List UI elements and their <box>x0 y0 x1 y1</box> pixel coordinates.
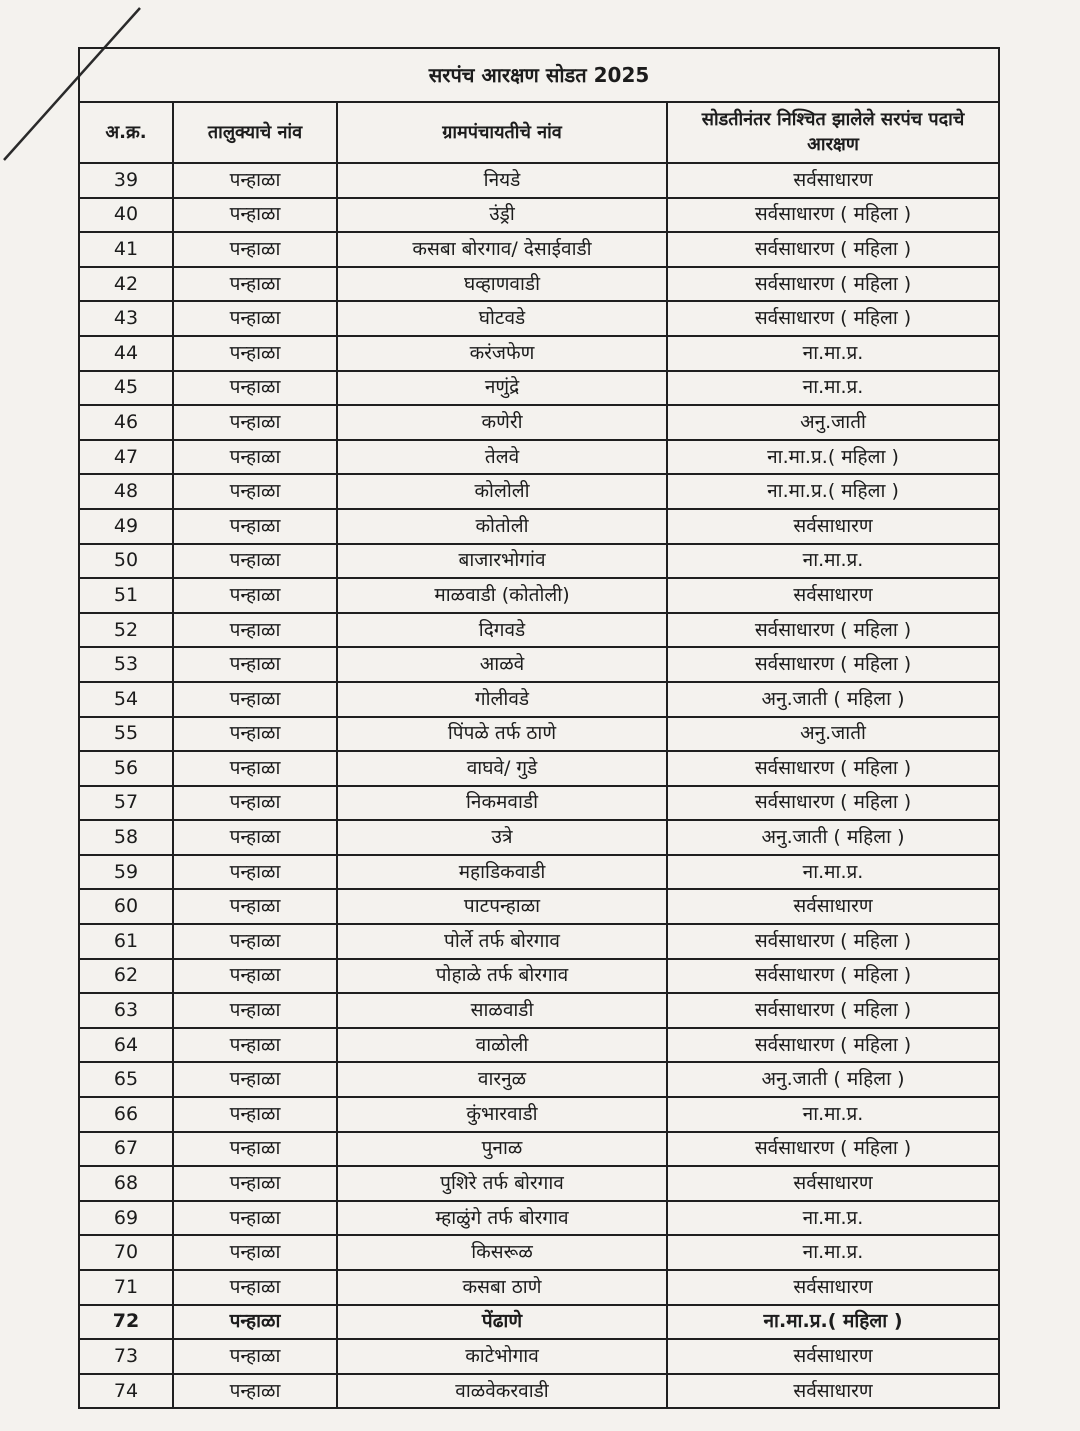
serial-no-cell: 45 <box>79 371 173 406</box>
taluka-cell: पन्हाळा <box>173 1339 337 1374</box>
taluka-cell: पन्हाळा <box>173 1166 337 1201</box>
table-row <box>79 1028 999 1063</box>
table-row <box>79 786 999 821</box>
gram-panchayat-cell: पुशिरे तर्फ बोरगाव <box>337 1166 667 1201</box>
serial-no-cell: 56 <box>79 751 173 786</box>
taluka-cell: पन्हाळा <box>173 405 337 440</box>
reservation-cell: ना.मा.प्र.( महिला ) <box>667 474 999 509</box>
header-taluka: तालुक्याचे नांव <box>173 102 337 163</box>
gram-panchayat-cell: महाडिकवाडी <box>337 855 667 890</box>
serial-no-cell: 41 <box>79 232 173 267</box>
taluka-cell: पन्हाळा <box>173 198 337 233</box>
gram-panchayat-cell: घोटवडे <box>337 301 667 336</box>
gram-panchayat-cell: वाळवेकरवाडी <box>337 1374 667 1409</box>
table-row <box>79 1097 999 1132</box>
gram-panchayat-cell: नियडे <box>337 163 667 198</box>
taluka-cell: पन्हाळा <box>173 613 337 648</box>
table-row <box>79 820 999 855</box>
table-row <box>79 924 999 959</box>
reservation-cell: सर्वसाधारण <box>667 1339 999 1374</box>
serial-no-cell: 54 <box>79 682 173 717</box>
reservation-cell: सर्वसाधारण <box>667 163 999 198</box>
table-row <box>79 578 999 613</box>
reservation-cell: सर्वसाधारण <box>667 578 999 613</box>
table-row <box>79 163 999 198</box>
table-row <box>79 613 999 648</box>
reservation-cell: सर्वसाधारण ( महिला ) <box>667 786 999 821</box>
gram-panchayat-cell: काटेभोगाव <box>337 1339 667 1374</box>
reservation-cell: सर्वसाधारण <box>667 509 999 544</box>
table-row <box>79 1201 999 1236</box>
reservation-cell: ना.मा.प्र. <box>667 1235 999 1270</box>
reservation-cell: ना.मा.प्र.( महिला ) <box>667 440 999 475</box>
taluka-cell: पन्हाळा <box>173 578 337 613</box>
gram-panchayat-cell: कुंभारवाडी <box>337 1097 667 1132</box>
table-row <box>79 198 999 233</box>
gram-panchayat-cell: पिंपळे तर्फ ठाणे <box>337 717 667 752</box>
gram-panchayat-cell: नणुंद्रे <box>337 371 667 406</box>
table-row <box>79 509 999 544</box>
taluka-cell: पन्हाळा <box>173 1028 337 1063</box>
taluka-cell: पन्हाळा <box>173 301 337 336</box>
reservation-cell: ना.मा.प्र. <box>667 544 999 579</box>
reservation-cell: अनु.जाती ( महिला ) <box>667 682 999 717</box>
reservation-cell: सर्वसाधारण ( महिला ) <box>667 613 999 648</box>
reservation-cell: सर्वसाधारण <box>667 1166 999 1201</box>
taluka-cell: पन्हाळा <box>173 1201 337 1236</box>
taluka-cell: पन्हाळा <box>173 509 337 544</box>
gram-panchayat-cell: दिगवडे <box>337 613 667 648</box>
taluka-cell: पन्हाळा <box>173 751 337 786</box>
reservation-cell: सर्वसाधारण ( महिला ) <box>667 1028 999 1063</box>
gram-panchayat-cell: कोतोली <box>337 509 667 544</box>
reservation-cell: ना.मा.प्र. <box>667 1097 999 1132</box>
table-row <box>79 751 999 786</box>
serial-no-cell: 71 <box>79 1270 173 1305</box>
serial-no-cell: 69 <box>79 1201 173 1236</box>
gram-panchayat-cell: पोर्ले तर्फ बोरगाव <box>337 924 667 959</box>
taluka-cell: पन्हाळा <box>173 959 337 994</box>
taluka-cell: पन्हाळा <box>173 855 337 890</box>
gram-panchayat-cell: उंड्री <box>337 198 667 233</box>
header-serial-no: अ.क्र. <box>79 102 173 163</box>
serial-no-cell: 42 <box>79 267 173 302</box>
table-row <box>79 232 999 267</box>
reservation-cell: अनु.जाती ( महिला ) <box>667 820 999 855</box>
table-row <box>79 682 999 717</box>
gram-panchayat-cell: गोलीवडे <box>337 682 667 717</box>
reservation-cell: सर्वसाधारण <box>667 1374 999 1409</box>
taluka-cell: पन्हाळा <box>173 336 337 371</box>
reservation-cell: सर्वसाधारण ( महिला ) <box>667 924 999 959</box>
gram-panchayat-cell: म्हाळुंगे तर्फ बोरगाव <box>337 1201 667 1236</box>
serial-no-cell: 39 <box>79 163 173 198</box>
serial-no-cell: 49 <box>79 509 173 544</box>
serial-no-cell: 43 <box>79 301 173 336</box>
taluka-cell: पन्हाळा <box>173 163 337 198</box>
serial-no-cell: 40 <box>79 198 173 233</box>
serial-no-cell: 59 <box>79 855 173 890</box>
serial-no-cell: 63 <box>79 993 173 1028</box>
reservation-sheet <box>78 47 998 1409</box>
table-row <box>79 1166 999 1201</box>
reservation-cell: अनु.जाती ( महिला ) <box>667 1062 999 1097</box>
reservation-cell: ना.मा.प्र. <box>667 371 999 406</box>
header-reservation: सोडतीनंतर निश्चित झालेले सरपंच पदाचे आरक्षण <box>667 102 999 163</box>
table-row <box>79 993 999 1028</box>
gram-panchayat-cell: पुनाळ <box>337 1132 667 1167</box>
reservation-cell: सर्वसाधारण ( महिला ) <box>667 232 999 267</box>
taluka-cell: पन्हाळा <box>173 267 337 302</box>
serial-no-cell: 52 <box>79 613 173 648</box>
taluka-cell: पन्हाळा <box>173 1235 337 1270</box>
serial-no-cell: 68 <box>79 1166 173 1201</box>
gram-panchayat-cell: माळवाडी (कोतोली) <box>337 578 667 613</box>
reservation-cell: सर्वसाधारण ( महिला ) <box>667 301 999 336</box>
taluka-cell: पन्हाळा <box>173 889 337 924</box>
gram-panchayat-cell: वाघवे/ गुडे <box>337 751 667 786</box>
gram-panchayat-cell: आळवे <box>337 647 667 682</box>
taluka-cell: पन्हाळा <box>173 544 337 579</box>
gram-panchayat-cell: कसबा बोरगाव/ देसाईवाडी <box>337 232 667 267</box>
serial-no-cell: 51 <box>79 578 173 613</box>
gram-panchayat-cell: निकमवाडी <box>337 786 667 821</box>
table-row <box>79 1132 999 1167</box>
taluka-cell: पन्हाळा <box>173 1305 337 1340</box>
serial-no-cell: 61 <box>79 924 173 959</box>
serial-no-cell: 74 <box>79 1374 173 1409</box>
gram-panchayat-cell: वाळोली <box>337 1028 667 1063</box>
reservation-cell: ना.मा.प्र. <box>667 1201 999 1236</box>
gram-panchayat-cell: उत्रे <box>337 820 667 855</box>
table-row <box>79 267 999 302</box>
taluka-cell: पन्हाळा <box>173 440 337 475</box>
table-row <box>79 405 999 440</box>
taluka-cell: पन्हाळा <box>173 820 337 855</box>
serial-no-cell: 53 <box>79 647 173 682</box>
gram-panchayat-cell: घव्हाणवाडी <box>337 267 667 302</box>
table-row <box>79 1374 999 1409</box>
table-row <box>79 544 999 579</box>
taluka-cell: पन्हाळा <box>173 682 337 717</box>
reservation-cell: ना.मा.प्र. <box>667 336 999 371</box>
gram-panchayat-cell: कोलोली <box>337 474 667 509</box>
gram-panchayat-cell: पेंढाणे <box>337 1305 667 1340</box>
taluka-cell: पन्हाळा <box>173 924 337 959</box>
serial-no-cell: 58 <box>79 820 173 855</box>
serial-no-cell: 65 <box>79 1062 173 1097</box>
table-row <box>79 647 999 682</box>
serial-no-cell: 64 <box>79 1028 173 1063</box>
serial-no-cell: 57 <box>79 786 173 821</box>
serial-no-cell: 66 <box>79 1097 173 1132</box>
table-row <box>79 717 999 752</box>
table-row <box>79 855 999 890</box>
taluka-cell: पन्हाळा <box>173 993 337 1028</box>
reservation-cell: अनु.जाती <box>667 405 999 440</box>
serial-no-cell: 67 <box>79 1132 173 1167</box>
reservation-cell: सर्वसाधारण ( महिला ) <box>667 751 999 786</box>
reservation-cell: ना.मा.प्र. <box>667 855 999 890</box>
reservation-cell: ना.मा.प्र.( महिला ) <box>667 1305 999 1340</box>
table-row <box>79 336 999 371</box>
table-row <box>79 1270 999 1305</box>
taluka-cell: पन्हाळा <box>173 1132 337 1167</box>
gram-panchayat-cell: वारनुळ <box>337 1062 667 1097</box>
table-row <box>79 889 999 924</box>
serial-no-cell: 60 <box>79 889 173 924</box>
table-header-row <box>79 102 999 163</box>
serial-no-cell: 50 <box>79 544 173 579</box>
table-row <box>79 440 999 475</box>
reservation-cell: सर्वसाधारण <box>667 1270 999 1305</box>
taluka-cell: पन्हाळा <box>173 1374 337 1409</box>
table-row <box>79 1339 999 1374</box>
serial-no-cell: 48 <box>79 474 173 509</box>
table-row <box>79 1305 999 1340</box>
taluka-cell: पन्हाळा <box>173 786 337 821</box>
gram-panchayat-cell: पोहाळे तर्फ बोरगाव <box>337 959 667 994</box>
taluka-cell: पन्हाळा <box>173 647 337 682</box>
table-body <box>79 163 999 1408</box>
taluka-cell: पन्हाळा <box>173 474 337 509</box>
reservation-cell: सर्वसाधारण ( महिला ) <box>667 1132 999 1167</box>
taluka-cell: पन्हाळा <box>173 1097 337 1132</box>
serial-no-cell: 62 <box>79 959 173 994</box>
gram-panchayat-cell: तेलवे <box>337 440 667 475</box>
serial-no-cell: 44 <box>79 336 173 371</box>
reservation-table <box>78 47 1000 1409</box>
document-title: सरपंच आरक्षण सोडत 2025 <box>79 48 999 102</box>
reservation-cell: सर्वसाधारण ( महिला ) <box>667 647 999 682</box>
gram-panchayat-cell: करंजफेण <box>337 336 667 371</box>
reservation-cell: अनु.जाती <box>667 717 999 752</box>
serial-no-cell: 70 <box>79 1235 173 1270</box>
gram-panchayat-cell: किसरूळ <box>337 1235 667 1270</box>
reservation-cell: सर्वसाधारण ( महिला ) <box>667 959 999 994</box>
serial-no-cell: 55 <box>79 717 173 752</box>
reservation-cell: सर्वसाधारण <box>667 889 999 924</box>
serial-no-cell: 47 <box>79 440 173 475</box>
reservation-cell: सर्वसाधारण ( महिला ) <box>667 198 999 233</box>
table-row <box>79 474 999 509</box>
table-row <box>79 959 999 994</box>
taluka-cell: पन्हाळा <box>173 1270 337 1305</box>
table-row <box>79 301 999 336</box>
gram-panchayat-cell: कसबा ठाणे <box>337 1270 667 1305</box>
taluka-cell: पन्हाळा <box>173 717 337 752</box>
gram-panchayat-cell: पाटपन्हाळा <box>337 889 667 924</box>
header-gram-panchayat: ग्रामपंचायतीचे नांव <box>337 102 667 163</box>
table-row <box>79 371 999 406</box>
reservation-cell: सर्वसाधारण ( महिला ) <box>667 993 999 1028</box>
gram-panchayat-cell: कणेरी <box>337 405 667 440</box>
reservation-cell: सर्वसाधारण ( महिला ) <box>667 267 999 302</box>
serial-no-cell: 73 <box>79 1339 173 1374</box>
serial-no-cell: 72 <box>79 1305 173 1340</box>
table-row <box>79 1235 999 1270</box>
gram-panchayat-cell: बाजारभोगांव <box>337 544 667 579</box>
table-row <box>79 1062 999 1097</box>
taluka-cell: पन्हाळा <box>173 1062 337 1097</box>
gram-panchayat-cell: साळवाडी <box>337 993 667 1028</box>
taluka-cell: पन्हाळा <box>173 232 337 267</box>
serial-no-cell: 46 <box>79 405 173 440</box>
taluka-cell: पन्हाळा <box>173 371 337 406</box>
